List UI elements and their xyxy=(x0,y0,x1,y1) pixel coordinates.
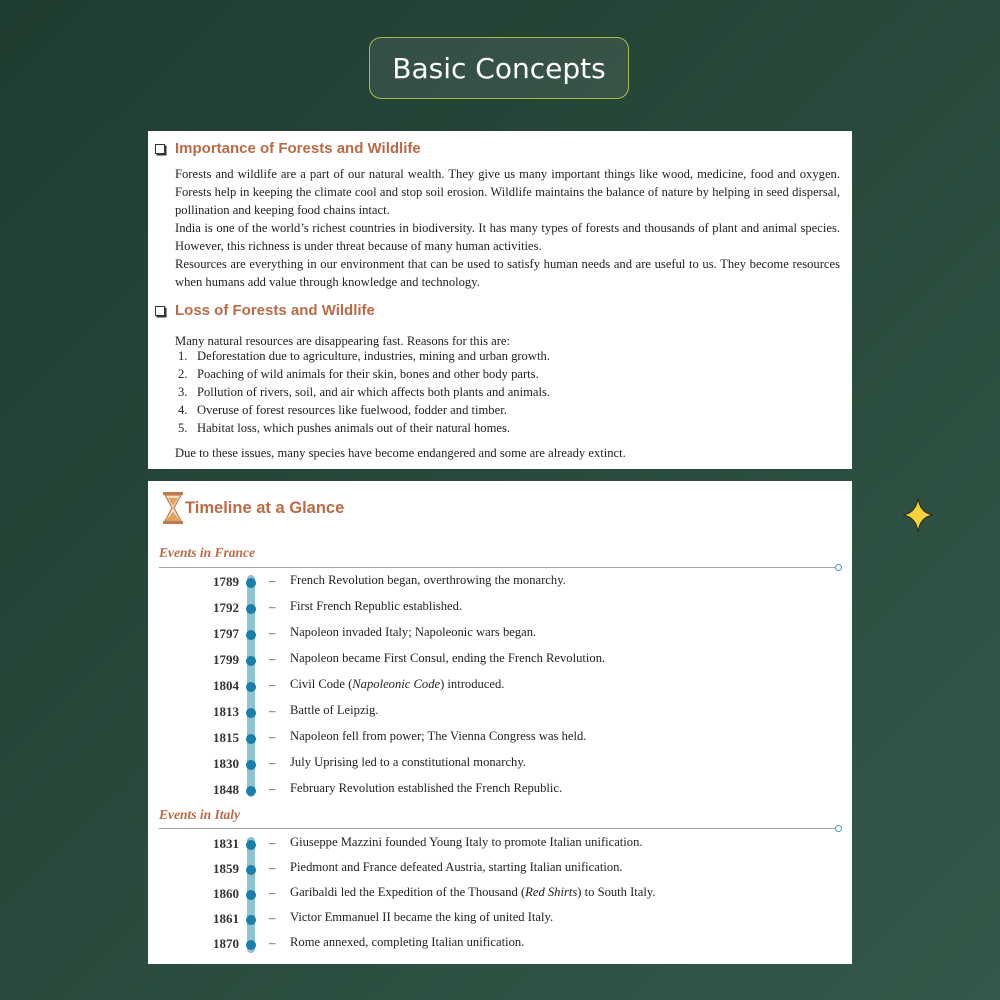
timeline-dot xyxy=(246,604,256,614)
event-dash: – xyxy=(269,729,276,744)
event-dash: – xyxy=(269,703,276,718)
event-text: French Revolution began, overthrowing the monarchy. xyxy=(290,573,566,587)
timeline-event xyxy=(148,676,852,696)
timeline-event xyxy=(148,834,852,854)
timeline-dot xyxy=(246,786,256,796)
list-item: 3. Pollution of rivers, soil, and air which affects both plants and animals. xyxy=(178,385,551,399)
event-text: Garibaldi led the Expedition of the Thousand (Red Shirts) to South Italy. xyxy=(290,885,656,899)
section-title: Importance of Forests and Wildlife xyxy=(175,140,421,157)
sparkle-icon xyxy=(902,497,934,533)
basic-concepts-badge: Basic Concepts xyxy=(369,37,629,99)
timeline-dot xyxy=(246,578,256,588)
event-year: 1861 xyxy=(213,911,239,926)
timeline-card xyxy=(148,481,852,964)
paragraph: Resources are everything in our environment that can be used to satisfy human needs and are useful to us. They become resources when humans add value through knowledge and technology. xyxy=(175,257,840,289)
timeline-dot xyxy=(246,734,256,744)
timeline-event xyxy=(148,934,852,954)
event-text: Napoleon invaded Italy; Napoleonic wars began. xyxy=(290,625,537,639)
group-title-france: Events in France xyxy=(159,545,256,560)
timeline-dot xyxy=(246,656,256,666)
event-text: First French Republic established. xyxy=(290,599,463,613)
timeline-event xyxy=(148,702,852,722)
paragraph: Forests and wildlife are a part of our natural wealth. They give us many important things like wood, medicine, food and oxygen. Forests help in keeping the climate cool and stop soil erosion. Wildlife maintains the balance of nature by helping in seed dispersal, pollination and keeping food chains intact. xyxy=(175,167,840,217)
event-dash: – xyxy=(269,910,276,925)
event-year: 1860 xyxy=(213,886,239,901)
timeline-event xyxy=(148,572,852,592)
list-item: 1. Deforestation due to agriculture, industries, mining and urban growth. xyxy=(178,349,550,363)
paragraph: India is one of the world’s richest countries in biodiversity. It has many types of forests and thousands of plant and animal species. However, this richness is under threat because of many human activities. xyxy=(175,221,840,253)
event-text: Civil Code (Napoleonic Code) introduced. xyxy=(290,677,505,691)
timeline-dot xyxy=(246,915,256,925)
event-year: 1799 xyxy=(213,652,239,667)
checkbox-square-icon xyxy=(155,144,165,154)
timeline-dot xyxy=(246,760,256,770)
section-heading-importance xyxy=(155,140,421,157)
timeline-dot xyxy=(246,865,256,875)
event-year: 1831 xyxy=(213,836,239,851)
line-end-icon xyxy=(835,825,842,832)
group-title-italy: Events in Italy xyxy=(159,807,241,822)
list-item: 2. Poaching of wild animals for their skin, bones and other body parts. xyxy=(178,367,539,381)
list-item: 5. Habitat loss, which pushes animals out of their natural homes. xyxy=(178,421,511,435)
event-year: 1789 xyxy=(213,574,239,589)
event-dash: – xyxy=(269,781,276,796)
timeline-event xyxy=(148,728,852,748)
event-dash: – xyxy=(269,755,276,770)
event-text: Victor Emmanuel II became the king of united Italy. xyxy=(290,910,554,924)
event-text: Rome annexed, completing Italian unification. xyxy=(290,935,525,949)
reasons-list xyxy=(178,347,550,437)
event-dash: – xyxy=(269,935,276,950)
event-year: 1870 xyxy=(213,936,239,951)
timeline-dot xyxy=(246,682,256,692)
timeline-dot xyxy=(246,840,256,850)
event-dash: – xyxy=(269,599,276,614)
event-dash: – xyxy=(269,625,276,640)
event-dash: – xyxy=(269,835,276,850)
timeline-dot xyxy=(246,940,256,950)
section-heading-loss xyxy=(155,302,375,319)
timeline-event xyxy=(148,624,852,644)
timeline-event xyxy=(148,780,852,800)
timeline-heading xyxy=(162,491,344,525)
event-year: 1815 xyxy=(213,730,239,745)
event-year: 1813 xyxy=(213,704,239,719)
timeline-dot xyxy=(246,890,256,900)
timeline-title: Timeline at a Glance xyxy=(185,498,345,517)
event-dash: – xyxy=(269,677,276,692)
line-end-icon xyxy=(835,564,842,571)
event-text: Napoleon became First Consul, ending the French Revolution. xyxy=(290,651,606,665)
timeline-event xyxy=(148,884,852,904)
event-year: 1859 xyxy=(213,861,239,876)
event-dash: – xyxy=(269,860,276,875)
timeline-event xyxy=(148,754,852,774)
list-item: 4. Overuse of forest resources like fuelwood, fodder and timber. xyxy=(178,403,507,417)
conclusion: Due to these issues, many species have become endangered and some are already extinct. xyxy=(175,446,626,460)
event-dash: – xyxy=(269,885,276,900)
event-text: Napoleon fell from power; The Vienna Congress was held. xyxy=(290,729,587,743)
checkbox-square-icon xyxy=(155,306,165,316)
event-year: 1804 xyxy=(213,678,239,693)
divider-line xyxy=(159,567,839,568)
timeline-dot xyxy=(246,630,256,640)
list-intro: Many natural resources are disappearing fast. Reasons for this are: xyxy=(175,334,511,348)
concepts-card xyxy=(148,131,852,469)
event-text: February Revolution established the French Republic. xyxy=(290,781,563,795)
event-dash: – xyxy=(269,651,276,666)
event-year: 1830 xyxy=(213,756,239,771)
event-text: Giuseppe Mazzini founded Young Italy to promote Italian unification. xyxy=(290,835,643,849)
divider-line xyxy=(159,828,839,829)
event-year: 1797 xyxy=(213,626,239,641)
timeline-dot xyxy=(246,708,256,718)
event-year: 1792 xyxy=(213,600,239,615)
timeline-event xyxy=(148,859,852,879)
event-text: Battle of Leipzig. xyxy=(290,703,379,717)
timeline-event xyxy=(148,650,852,670)
event-text: July Uprising led to a constitutional monarchy. xyxy=(290,755,526,769)
hourglass-icon xyxy=(162,491,184,525)
event-text: Piedmont and France defeated Austria, starting Italian unification. xyxy=(290,860,623,874)
event-year: 1848 xyxy=(213,782,239,797)
event-dash: – xyxy=(269,573,276,588)
timeline-event xyxy=(148,909,852,929)
timeline-event xyxy=(148,598,852,618)
section-title: Loss of Forests and Wildlife xyxy=(175,302,375,319)
